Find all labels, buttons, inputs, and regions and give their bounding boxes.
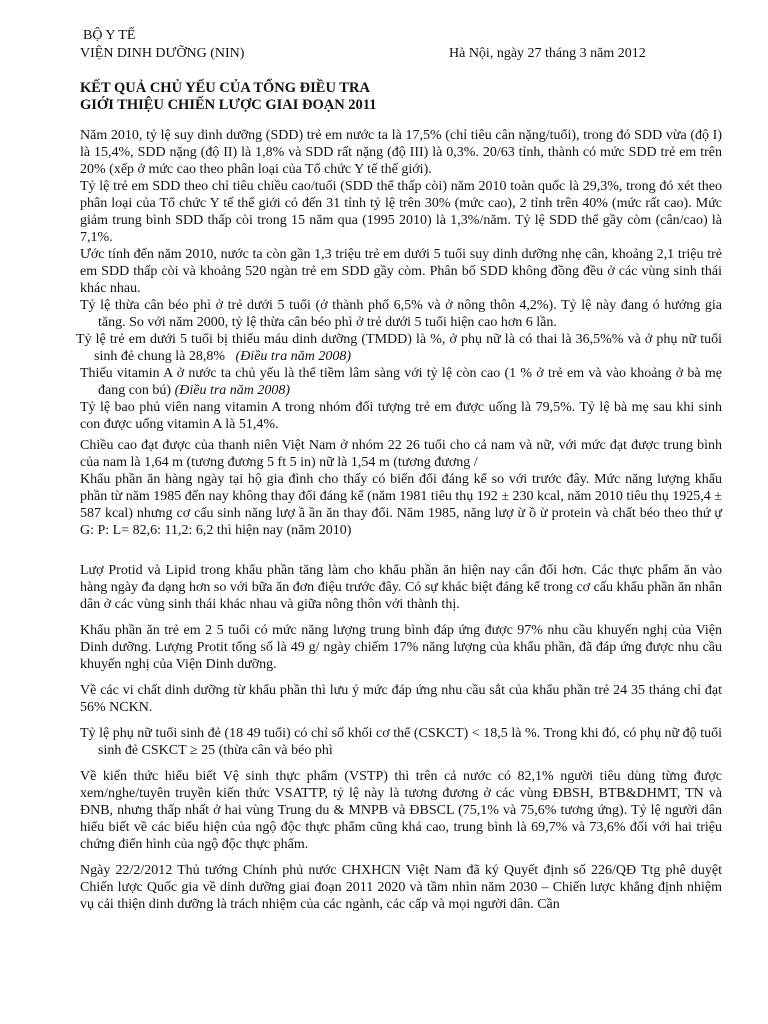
- paragraph-malnutrition-rate: Năm 2010, tỷ lệ suy dinh dưỡng (SDD) trẻ em nước ta là 17,5% (chỉ tiêu cân nặng/tuổi), trong đó SDD vừa (độ I) là 15,4%, SDD nặng (độ II) là 1,8% và SDD rất nặng (độ III) là 0,3%. 20/63 tỉnh, thành có mức SDD trẻ em trên 20% (xếp ở mức cao theo phân loại của Tổ chức Y tế thế giới).: [80, 128, 722, 177]
- ministry-name: BỘ Y TẾ: [83, 28, 136, 43]
- paragraph-anemia-text: Tỷ lệ trẻ em dưới 5 tuổi bị thiếu máu dinh dưỡng (TMDD) là %, ở phụ nữ là có thai là 36,5%% và ở phụ nữ tuổi sinh đẻ chung là 28,8%: [76, 332, 722, 364]
- survey-note: (Điều tra năm 2008): [235, 349, 352, 364]
- paragraph-protein-lipid: Lượ Protid và Lipid trong khẩu phần tăng làm cho khẩu phần ăn hiện nay cân đối hơn. Các thực phẩm ăn vào hàng ngày đa dạng hơn so với bữa ăn đơn điệu trước đây. Có sự khác biệt đáng kể trong cơ cấu khẩu phần ăn nhân dân ở các vùng sinh thái khác nhau và giữa nông thôn với thành thị.: [80, 563, 722, 612]
- paragraph-child-diet: Khẩu phần ăn trẻ em 2 5 tuổi có mức năng lượng trung bình đáp ứng được 97% nhu cầu khuyến nghị của Viện Dinh dưỡng. Lượng Protit tổng số là 49 g/ ngày chiếm 17% năng lượng của khẩu phần, đã đáp ứng được nhu cầu khuyến nghị của Viện Dinh dưỡng.: [80, 623, 722, 672]
- paragraph-height: Chiều cao đạt được của thanh niên Việt Nam ở nhóm 22 26 tuổi cho cả nam và nữ, với mức đạt được trung bình của nam là 1,64 m (tương đương 5 ft 5 in) nữ là 1,54 m (tương đương /: [80, 438, 722, 470]
- paragraph-anemia: [76, 331, 722, 365]
- paragraph-vitamin-a: [80, 365, 722, 399]
- document-title: [80, 80, 377, 114]
- paragraph-overweight: Tỷ lệ thừa cân béo phì ở trẻ dưới 5 tuổi (ở thành phố 6,5% và ở nông thôn 4,2%). Tỷ lệ này đang ó hướng gia tăng. So với năm 2000, tỷ lệ thừa cân béo phì ở trẻ dưới 5 tuổi hiện cao hơn 6 lần.: [80, 298, 722, 330]
- title-line-2: GIỚI THIỆU CHIẾN LƯỢC GIAI ĐOẠN 2011: [80, 97, 377, 113]
- paragraph-stunting: Tỷ lệ trẻ em SDD theo chỉ tiêu chiều cao/tuổi (SDD thể thấp còi) năm 2010 toàn quốc là 29,3%, trong đó xét theo phân loại của Tổ chức Y tế thế giới có đến 31 tỉnh tỷ lệ trên 30% (mức cao), 2 tỉnh trên 40% (mức rất cao). Mức giảm trung bình SDD thấp còi trong 15 năm qua (1995 2010) là 1,3%/năm. Tỷ lệ SDD thể gầy còm (cân/cao) là 7,1%.: [80, 179, 722, 245]
- title-line-1: KẾT QUẢ CHỦ YẾU CỦA TỔNG ĐIỀU TRA: [80, 80, 370, 96]
- institute-name: VIỆN DINH DƯỠNG (NIN): [80, 46, 245, 61]
- document-body: [76, 127, 722, 913]
- document-date: Hà Nội, ngày 27 tháng 3 năm 2012: [449, 46, 646, 61]
- paragraph-vitamin-a-coverage: Tỷ lệ bao phủ viên nang vitamin A trong nhóm đối tượng trẻ em được uống là 79,5%. Tỷ lệ bà mẹ sau khi sinh con được uống vitamin A là 51,4%.: [80, 400, 722, 432]
- survey-note: (Điều tra năm 2008): [174, 383, 291, 398]
- paragraph-women-bmi: Tỷ lệ phụ nữ tuổi sinh đẻ (18 49 tuổi) có chỉ số khối cơ thể (CSKCT) < 18,5 là %. Trong khi đó, có phụ nữ độ tuổi sinh đẻ CSKCT ≥ 25 (thừa cân và béo phì: [80, 726, 722, 758]
- paragraph-strategy: Ngày 22/2/2012 Thủ tướng Chính phủ nước CHXHCN Việt Nam đã ký Quyết định số 226/QĐ Ttg phê duyệt Chiến lược Quốc gia về dinh dưỡng giai đoạn 2011 2020 và tầm nhìn năm 2030 – Chiến lược khẳng định nhiệm vụ cải thiện dinh dưỡng là trách nhiệm của các ngành, các cấp và mọi người dân. Cần: [80, 863, 722, 912]
- paragraph-diet: Khẩu phần ăn hàng ngày tại hộ gia đình cho thấy có biến đổi đáng kể so với trước đây. Mức năng lượng khẩu phần từ năm 1985 đến nay không thay đổi đáng kể (năm 1981 tiêu thụ 192 ± 230 kcal, năm 2010 tiêu thụ 1925,4 ± 587 kcal) nhưng cơ cấu sinh năng lượ ầ ần ăn thay đổi. Năm 1985, năng lượ ừ ồ ừ protein và chất béo theo thứ ự G: P: L= 82,6: 11,2: 6,2 thì hiện nay (năm 2010): [80, 472, 722, 538]
- paragraph-micronutrients: Về các vi chất dinh dưỡng từ khẩu phần thì lưu ý mức đáp ứng nhu cầu sắt của khẩu phần trẻ 24 35 tháng chỉ đạt 56% NCKN.: [80, 683, 722, 715]
- paragraph-vitamin-a-text: Thiếu vitamin A ở nước ta chủ yếu là thể tiềm lâm sàng với tỷ lệ còn cao (1 % ở trẻ em và vào khoảng ở bà mẹ đang con bú): [80, 366, 722, 398]
- paragraph-food-safety: Về kiến thức hiểu biết Vệ sinh thực phẩm (VSTP) thì trên cả nước có 82,1% người tiêu dùng từng được xem/nghe/tuyên truyền kiến thức VSATTP, tỷ lệ này là tương đương ở các vùng ĐBSH, BTB&DHMT, TN và ĐNB, nhưng thấp nhất ở hai vùng Trung du & MNPB và ĐBSCL (75,1% và 75,6% tương ứng). Tỷ lệ người dân hiểu biết về các biểu hiện của ngộ độc thực phẩm cũng khá cao, trung bình là 69,7% và 73,6% đối với hai triệu chứng điển hình của ngộ độc thực phẩm.: [80, 769, 722, 852]
- paragraph-estimates: Ước tính đến năm 2010, nước ta còn gần 1,3 triệu trẻ em dưới 5 tuổi suy dinh dưỡng nhẹ cân, khoảng 2,1 triệu trẻ em SDD thấp còi và khoảng 520 ngàn trẻ em SDD gầy còm. Phân bố SDD không đồng đều ở các vùng sinh thái khác nhau.: [80, 247, 722, 296]
